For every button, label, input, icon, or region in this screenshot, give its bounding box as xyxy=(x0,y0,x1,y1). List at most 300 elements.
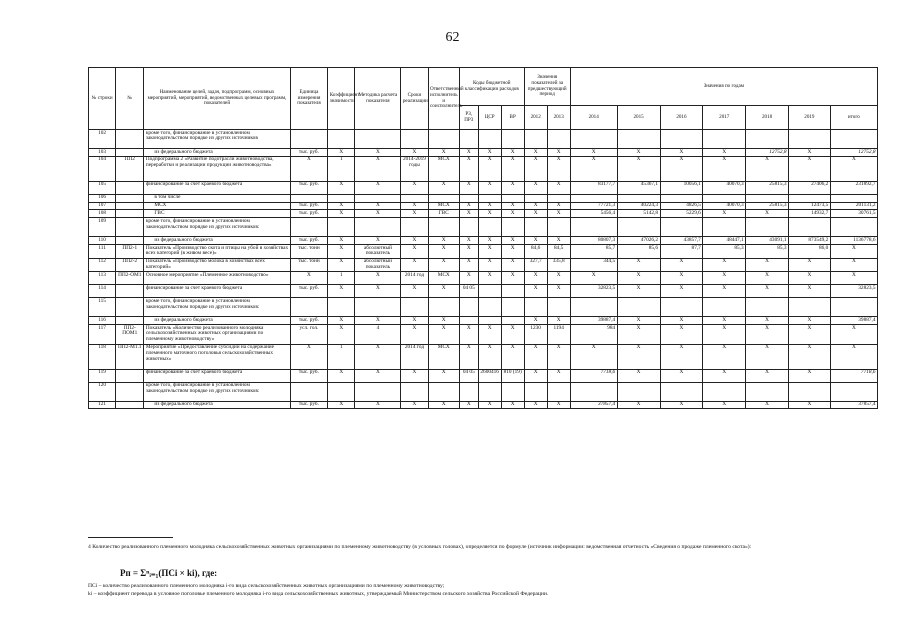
cell-term: 2014 год xyxy=(401,272,428,285)
cell-v2018: X xyxy=(746,258,789,272)
table-row xyxy=(89,181,878,194)
cell-v2018: X xyxy=(746,325,789,344)
cell-coef: 1 xyxy=(328,272,355,285)
cell-total: 231892,7 xyxy=(830,181,877,194)
cell-v2012: 84,6 xyxy=(524,245,547,259)
cell-v2017: X xyxy=(703,156,746,181)
cell-n: 105 xyxy=(89,181,116,194)
cell-n: 102 xyxy=(89,130,116,149)
cell-name: финансирование за счет краевого бюджета xyxy=(144,369,290,382)
cell-unit: тыс. тонн xyxy=(290,245,328,259)
cell-coef: X xyxy=(328,317,355,325)
cell-v2013: 1194 xyxy=(547,325,570,344)
cell-n: 113 xyxy=(89,272,116,285)
cell-vr: X xyxy=(501,325,524,344)
cell-name: Показатель «Производство молока в хозяйствах всех категорий» xyxy=(144,258,290,272)
table-row xyxy=(89,325,878,344)
cell-v2015: X xyxy=(617,149,660,157)
cell-code xyxy=(116,401,144,409)
cell-v2013 xyxy=(547,298,570,317)
cell-v2019: X xyxy=(788,401,830,409)
cell-v2019: X xyxy=(788,344,830,369)
cell-coef: 1 xyxy=(328,156,355,181)
table-body xyxy=(89,130,878,409)
cell-rz: X xyxy=(459,401,478,409)
cell-coef: 1 xyxy=(328,344,355,369)
cell-code xyxy=(116,181,144,194)
cell-unit: тыс. руб. xyxy=(290,181,328,194)
cell-method: X xyxy=(355,272,401,285)
cell-coef: X xyxy=(328,237,355,245)
cell-v2018: X xyxy=(746,369,789,382)
cell-rz: X xyxy=(459,258,478,272)
cell-method: абсолютный показатель xyxy=(355,258,401,272)
cell-v2016: X xyxy=(660,325,703,344)
cell-csr: X xyxy=(478,344,501,369)
cell-v2013: X xyxy=(547,202,570,210)
cell-vr: X xyxy=(501,202,524,210)
table-row xyxy=(89,369,878,382)
cell-v2012: X xyxy=(524,156,547,181)
cell-vr xyxy=(501,218,524,237)
cell-n: 120 xyxy=(89,382,116,401)
cell-v2012: X xyxy=(524,149,547,157)
cell-v2015: 47026,2 xyxy=(617,237,660,245)
cell-csr: X xyxy=(478,237,501,245)
cell-v2018 xyxy=(746,298,789,317)
cell-v2019: X xyxy=(788,258,830,272)
cell-v2015: X xyxy=(617,156,660,181)
cell-v2013 xyxy=(547,194,570,202)
cell-v2018: X xyxy=(746,272,789,285)
table-row xyxy=(89,344,878,369)
cell-exec xyxy=(428,130,459,149)
cell-v2018: 25815,3 xyxy=(746,202,789,210)
cell-total: 37857,4 xyxy=(830,401,877,409)
cell-csr xyxy=(478,218,501,237)
cell-total: X xyxy=(830,245,877,259)
cell-v2015: 40224,3 xyxy=(617,202,660,210)
header-2014: 2014 xyxy=(570,106,617,130)
cell-exec xyxy=(428,382,459,401)
cell-n: 106 xyxy=(89,194,116,202)
cell-exec: X xyxy=(428,401,459,409)
cell-method xyxy=(355,218,401,237)
cell-csr xyxy=(478,285,501,298)
cell-v2015: X xyxy=(617,369,660,382)
cell-v2019: 873549,2 xyxy=(788,237,830,245)
cell-vr: X xyxy=(501,210,524,218)
cell-method: X xyxy=(355,149,401,157)
cell-rz xyxy=(459,317,478,325)
table-row xyxy=(89,202,878,210)
cell-method: X xyxy=(355,181,401,194)
program-table xyxy=(88,67,878,409)
cell-v2015: X xyxy=(617,272,660,285)
cell-code xyxy=(116,130,144,149)
cell-v2015: 5142,8 xyxy=(617,210,660,218)
cell-rz: X xyxy=(459,156,478,181)
header-rz: РЗ, ПР3 xyxy=(459,106,478,130)
cell-v2016: X xyxy=(660,317,703,325)
cell-unit: тыс. руб. xyxy=(290,401,328,409)
cell-v2018: X xyxy=(746,317,789,325)
cell-vr: X xyxy=(501,156,524,181)
cell-v2016 xyxy=(660,298,703,317)
cell-v2012: X xyxy=(524,285,547,298)
cell-code: ПП2-1 xyxy=(116,245,144,259)
cell-v2017: X xyxy=(703,272,746,285)
cell-code: ПП2-М1.1 xyxy=(116,344,144,369)
cell-v2014 xyxy=(570,298,617,317)
cell-total: 1136778,6 xyxy=(830,237,877,245)
header-budget: Коды бюджетной классификации расходов xyxy=(459,68,524,106)
cell-v2015 xyxy=(617,218,660,237)
cell-n: 109 xyxy=(89,218,116,237)
cell-exec: X xyxy=(428,181,459,194)
cell-v2016: X xyxy=(660,344,703,369)
cell-rz: 04 05 xyxy=(459,369,478,382)
cell-v2014: 83177,7 xyxy=(570,181,617,194)
cell-coef xyxy=(328,218,355,237)
cell-v2012 xyxy=(524,194,547,202)
cell-v2013 xyxy=(547,218,570,237)
cell-v2014 xyxy=(570,218,617,237)
table-row xyxy=(89,285,878,298)
cell-vr: X xyxy=(501,344,524,369)
cell-v2017: 48447,1 xyxy=(703,237,746,245)
cell-csr: X xyxy=(478,245,501,259)
cell-coef xyxy=(328,298,355,317)
cell-v2019 xyxy=(788,218,830,237)
cell-code: ПП2-ПОМ1 xyxy=(116,325,144,344)
cell-method: X xyxy=(355,369,401,382)
cell-v2019: X xyxy=(788,149,830,157)
cell-exec: ГВС xyxy=(428,210,459,218)
cell-name: Показатель «Производство скота и птицы на убой в хозяйствах всех категорий (в живом весе)» xyxy=(144,245,290,259)
cell-v2014: 37857,4 xyxy=(570,401,617,409)
cell-v2012: X xyxy=(524,369,547,382)
cell-vr: X xyxy=(501,245,524,259)
cell-v2015 xyxy=(617,130,660,149)
cell-term xyxy=(401,218,428,237)
cell-vr xyxy=(501,194,524,202)
cell-code xyxy=(116,210,144,218)
cell-method: X xyxy=(355,202,401,210)
cell-name: кроме того, финансирование в установленном законодательством порядке из других источников: xyxy=(144,218,290,237)
cell-coef: X xyxy=(328,245,355,259)
cell-unit: тыс. руб. xyxy=(290,202,328,210)
cell-rz: 04 05 xyxy=(459,285,478,298)
cell-term: X xyxy=(401,401,428,409)
cell-v2017 xyxy=(703,130,746,149)
cell-rz xyxy=(459,382,478,401)
cell-v2016: X xyxy=(660,369,703,382)
cell-name: ГВС xyxy=(144,210,290,218)
cell-code: ПП2 xyxy=(116,156,144,181)
cell-v2017 xyxy=(703,382,746,401)
cell-v2013: 84,5 xyxy=(547,245,570,259)
cell-v2012: X xyxy=(524,317,547,325)
cell-exec: X xyxy=(428,369,459,382)
cell-term xyxy=(401,194,428,202)
cell-name: из федерального бюджета xyxy=(144,401,290,409)
cell-total: X xyxy=(830,156,877,181)
cell-code xyxy=(116,194,144,202)
cell-v2013: X xyxy=(547,237,570,245)
cell-unit: усл. гол. xyxy=(290,325,328,344)
header-csr: ЦСР xyxy=(478,106,501,130)
cell-vr: X xyxy=(501,401,524,409)
cell-v2012: X xyxy=(524,210,547,218)
table-row xyxy=(89,317,878,325)
cell-v2019: X xyxy=(788,317,830,325)
cell-v2016 xyxy=(660,194,703,202)
cell-term: X xyxy=(401,285,428,298)
cell-v2012: X xyxy=(524,202,547,210)
cell-v2012 xyxy=(524,382,547,401)
cell-code xyxy=(116,285,144,298)
cell-code xyxy=(116,382,144,401)
cell-name: из федерального бюджета xyxy=(144,317,290,325)
cell-v2018 xyxy=(746,194,789,202)
cell-code xyxy=(116,298,144,317)
cell-method: X xyxy=(355,285,401,298)
cell-term: 2014-2019 годы xyxy=(401,156,428,181)
cell-unit: X xyxy=(290,272,328,285)
cell-name: кроме того, финансирование в установленном законодательством порядке из других источников xyxy=(144,130,290,149)
cell-rz: X xyxy=(459,202,478,210)
cell-v2019: X xyxy=(788,325,830,344)
cell-coef xyxy=(328,382,355,401)
header-2019: 2019 xyxy=(788,106,830,130)
cell-exec: МСХ xyxy=(428,344,459,369)
cell-n: 117 xyxy=(89,325,116,344)
cell-unit: тыс. руб. xyxy=(290,237,328,245)
cell-rz xyxy=(459,130,478,149)
cell-exec: X xyxy=(428,317,459,325)
cell-v2018: 25815,3 xyxy=(746,181,789,194)
cell-vr xyxy=(501,317,524,325)
cell-csr: X xyxy=(478,272,501,285)
footnote-def-ki: ki – коэффициент перевода в условное поголовье племенного молодняка i-го вида сельскохозяйственных животных, утверждаемый Министерством сельского хозяйства Российской Федерации. xyxy=(88,591,549,597)
cell-term xyxy=(401,382,428,401)
header-years: Значения по годам xyxy=(570,68,877,106)
header-code: № xyxy=(116,68,144,130)
cell-term: X xyxy=(401,245,428,259)
cell-v2014 xyxy=(570,130,617,149)
cell-name: Мероприятие «Предоставление субсидий на содержание племенного маточного поголовья сельскохозяйственных животных» xyxy=(144,344,290,369)
cell-v2019: X xyxy=(788,285,830,298)
cell-n: 111 xyxy=(89,245,116,259)
cell-term xyxy=(401,298,428,317)
cell-v2016: 5229,6 xyxy=(660,210,703,218)
cell-coef xyxy=(328,130,355,149)
cell-v2014: X xyxy=(570,272,617,285)
cell-v2018: X xyxy=(746,285,789,298)
cell-unit: тыс. руб. xyxy=(290,369,328,382)
cell-v2017: X xyxy=(703,210,746,218)
cell-csr: 2600416 xyxy=(478,369,501,382)
header-prev: Значения показателей за предшествующий период xyxy=(524,68,570,106)
cell-v2016 xyxy=(660,218,703,237)
table-row xyxy=(89,149,878,157)
cell-exec: X xyxy=(428,237,459,245)
cell-method: X xyxy=(355,210,401,218)
cell-v2019 xyxy=(788,298,830,317)
cell-v2015: X xyxy=(617,325,660,344)
cell-term: X xyxy=(401,202,428,210)
cell-v2014 xyxy=(570,382,617,401)
cell-v2017: X xyxy=(703,285,746,298)
cell-method: X xyxy=(355,401,401,409)
cell-csr: X xyxy=(478,202,501,210)
cell-csr: X xyxy=(478,156,501,181)
footnote-def-psi: ПСi – количество реализованного племенного молодняка i-го вида сельскохозяйственных животных организациями по племенному животноводству; xyxy=(88,583,445,589)
cell-n: 110 xyxy=(89,237,116,245)
cell-v2016: 4826,5 xyxy=(660,202,703,210)
cell-method: X xyxy=(355,344,401,369)
cell-n: 104 xyxy=(89,156,116,181)
cell-coef: X xyxy=(328,369,355,382)
cell-exec xyxy=(428,218,459,237)
cell-coef: X xyxy=(328,202,355,210)
table-row xyxy=(89,298,878,317)
cell-v2018: 12752,8 xyxy=(746,149,789,157)
cell-n: 107 xyxy=(89,202,116,210)
table-row xyxy=(89,156,878,181)
cell-v2017: X xyxy=(703,258,746,272)
cell-v2016: X xyxy=(660,285,703,298)
cell-rz xyxy=(459,194,478,202)
cell-v2018: X xyxy=(746,401,789,409)
cell-v2012: X xyxy=(524,272,547,285)
cell-csr: X xyxy=(478,181,501,194)
cell-code xyxy=(116,317,144,325)
cell-exec: МСХ xyxy=(428,272,459,285)
cell-csr xyxy=(478,130,501,149)
cell-v2018: 85,3 xyxy=(746,245,789,259)
cell-unit xyxy=(290,298,328,317)
cell-v2017: 40070,3 xyxy=(703,202,746,210)
cell-v2016 xyxy=(660,130,703,149)
cell-csr xyxy=(478,298,501,317)
cell-v2013 xyxy=(547,130,570,149)
cell-v2018 xyxy=(746,130,789,149)
cell-v2015: X xyxy=(617,258,660,272)
cell-v2013: X xyxy=(547,156,570,181)
cell-rz: X xyxy=(459,181,478,194)
cell-v2019: X xyxy=(788,156,830,181)
cell-v2019: 27406,2 xyxy=(788,181,830,194)
cell-v2019: 14932,7 xyxy=(788,210,830,218)
footnote-text: 4 Количество реализованного племенного молодняка сельскохозяйственных животных организациями по племенному животноводству (в условных головах), определяется по формуле (источник информации: ведомственная отчетность «Сведения о продаже племенного скота»): xyxy=(88,544,752,550)
cell-v2012 xyxy=(524,298,547,317)
cell-csr: X xyxy=(478,258,501,272)
cell-unit: тыс. тонн xyxy=(290,258,328,272)
cell-total: X xyxy=(830,344,877,369)
cell-code xyxy=(116,149,144,157)
table-row xyxy=(89,194,878,202)
cell-v2014: 32823,5 xyxy=(570,285,617,298)
cell-v2019 xyxy=(788,130,830,149)
cell-v2016: X xyxy=(660,149,703,157)
cell-v2012: 1230 xyxy=(524,325,547,344)
header-name: Наименование целей, задач, подпрограмм, основных мероприятий, мероприятий, ведомственных целевых программ, показателей xyxy=(144,68,290,130)
cell-csr xyxy=(478,194,501,202)
cell-v2017: X xyxy=(703,401,746,409)
cell-v2018: 43091,1 xyxy=(746,237,789,245)
cell-unit xyxy=(290,218,328,237)
cell-n: 119 xyxy=(89,369,116,382)
cell-exec: X xyxy=(428,149,459,157)
cell-v2013: X xyxy=(547,317,570,325)
cell-total xyxy=(830,382,877,401)
cell-v2012 xyxy=(524,130,547,149)
cell-v2017: X xyxy=(703,149,746,157)
cell-code: ПП2-ОМ1 xyxy=(116,272,144,285)
header-vr: ВР xyxy=(501,106,524,130)
cell-v2019 xyxy=(788,194,830,202)
header-row-no: № строки xyxy=(89,68,116,130)
cell-total: 32823,5 xyxy=(830,285,877,298)
cell-v2016 xyxy=(660,382,703,401)
cell-exec: МСХ xyxy=(428,202,459,210)
cell-term: X xyxy=(401,237,428,245)
cell-n: 112 xyxy=(89,258,116,272)
cell-rz: X xyxy=(459,245,478,259)
cell-name: из федерального бюджета xyxy=(144,237,290,245)
cell-name: кроме того, финансирование в установленном законодательством порядке из других источников: xyxy=(144,298,290,317)
cell-code xyxy=(116,218,144,237)
cell-v2019: X xyxy=(788,369,830,382)
page-number: 62 xyxy=(445,30,460,45)
cell-v2015 xyxy=(617,194,660,202)
cell-v2012: X xyxy=(524,181,547,194)
cell-name: финансирование за счет краевого бюджета xyxy=(144,181,290,194)
cell-v2016: 10056,1 xyxy=(660,181,703,194)
cell-term: X xyxy=(401,181,428,194)
cell-v2016: X xyxy=(660,258,703,272)
cell-v2014: X xyxy=(570,149,617,157)
cell-v2017: 85,3 xyxy=(703,245,746,259)
header-term: Сроки реализации xyxy=(401,68,428,130)
cell-v2016: 43857,7 xyxy=(660,237,703,245)
cell-v2013 xyxy=(547,382,570,401)
cell-v2015: X xyxy=(617,401,660,409)
cell-total xyxy=(830,194,877,202)
cell-v2018: X xyxy=(746,156,789,181)
cell-v2015: X xyxy=(617,285,660,298)
cell-v2015: X xyxy=(617,317,660,325)
header-exec: Ответственный исполнитель и соисполнитель xyxy=(428,68,459,130)
cell-rz: X xyxy=(459,272,478,285)
cell-unit: тыс. руб. xyxy=(290,317,328,325)
cell-v2013: X xyxy=(547,285,570,298)
cell-vr xyxy=(501,130,524,149)
cell-v2018: X xyxy=(746,344,789,369)
table-row xyxy=(89,130,878,149)
cell-rz: X xyxy=(459,344,478,369)
cell-v2016: 87,7 xyxy=(660,245,703,259)
cell-v2018 xyxy=(746,382,789,401)
cell-v2014: X xyxy=(570,156,617,181)
header-2012: 2012 xyxy=(524,106,547,130)
cell-vr xyxy=(501,298,524,317)
cell-n: 114 xyxy=(89,285,116,298)
cell-exec: X xyxy=(428,245,459,259)
cell-coef: X xyxy=(328,210,355,218)
